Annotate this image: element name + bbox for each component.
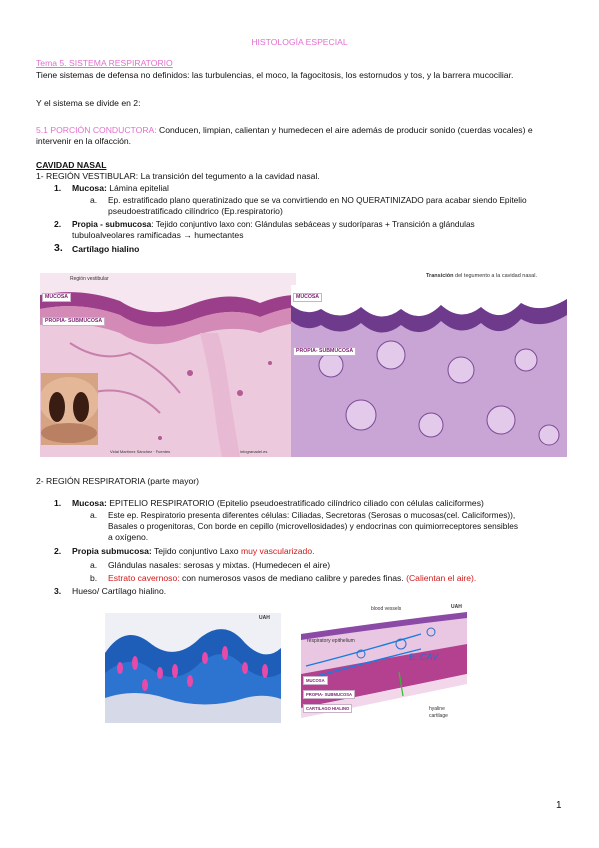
- nasal-title: CAVIDAD NASAL: [36, 160, 107, 170]
- cartilage-label: cartilage: [429, 713, 448, 719]
- resp-mucosa-text: EPITELIO RESPIRATORIO (Epitelio pseudoestratificado cilíndrico ciliado con células caliciformes): [106, 498, 484, 508]
- list-number: 1.: [54, 498, 62, 508]
- list-letter: b.: [90, 573, 98, 583]
- cavernous-text: con numerosos vasos de mediano calibre y paredes finas.: [179, 573, 407, 583]
- vestibular-caption: Región vestibular: [70, 276, 109, 282]
- uah-label: UAH: [451, 604, 462, 610]
- list-letter: a.: [90, 195, 98, 205]
- propia-submucosa-tag: PROPIA- SUBMUCOSA: [303, 690, 355, 699]
- e-cav-annotation: E. CAV: [409, 652, 439, 662]
- list-number: 2.: [54, 219, 62, 229]
- resp-cells-line2: Basales o progenitoras, Con borde en cepillo (microvellosidades) y endocrinas con quimiorreceptores sensibles: [108, 521, 518, 531]
- vestibular-region-figure: [40, 273, 296, 457]
- credit-left: Vidal Martínez Sánchez · Fuentes: [110, 449, 171, 454]
- respiratory-epithelium-figure: [105, 613, 281, 723]
- vestibular-heading: [36, 171, 320, 182]
- topic-title: Tema 5. SISTEMA RESPIRATORIO: [36, 58, 173, 68]
- credit-right: infogranadel.es: [240, 449, 268, 454]
- bone-cartilage-item: Hueso/ Cartílago hialino.: [72, 586, 167, 596]
- resp-propia-text: Tejido conjuntivo Laxo: [151, 546, 241, 556]
- resp-cells-line1: Este ep. Respiratorio presenta diferentes células: Ciliadas, Secretoras (Serosas o mucosas(cel. Caliciformes)),: [108, 510, 516, 520]
- propia-label: Propia - submucosa: [72, 219, 152, 229]
- mucosa-tag: MUCOSA: [42, 293, 71, 302]
- mucosa-text: Lámina epitelial: [106, 183, 169, 193]
- respiratory-epithelium-label: respiratory epithelium: [307, 638, 355, 644]
- propia-submucosa-tag: PROPIA- SUBMUCOSA: [42, 317, 105, 326]
- list-number: 3.: [54, 586, 62, 596]
- nose-photo: [41, 373, 98, 445]
- cartilage-item: Cartílago hialino: [72, 244, 140, 254]
- cavernous-red: (Calientan el aire).: [406, 573, 477, 583]
- resp-mucosa-label: Mucosa:: [72, 498, 107, 508]
- intro-division: Y el sistema se divide en 2:: [36, 98, 141, 108]
- transition-figure: [291, 285, 567, 457]
- uah-label: UAH: [259, 615, 270, 621]
- propia-line2: tubuloalveolares ramificadas → humectantes: [72, 230, 244, 240]
- hyaline-cartilage-tag: CARTILAGO HIALINO: [303, 704, 352, 713]
- transition-micrograph: [291, 285, 567, 457]
- conducting-line1: [36, 125, 581, 136]
- respiratory-epithelium-micrograph: [105, 613, 281, 723]
- intro-defense: Tiene sistemas de defensa no definidos: las turbulencias, el moco, la fagocitosis, los estornudos y tos, y la barrera mucociliar.: [36, 70, 514, 80]
- list-number: 2.: [54, 546, 62, 556]
- resp-propia-label: Propia submucosa:: [72, 546, 152, 556]
- vestibular-heading-text: La transición del tegumento a la cavidad nasal.: [138, 171, 320, 181]
- blood-vessels-label: blood vessels: [371, 606, 402, 612]
- conducting-label: 5.1 PORCIÓN CONDUCTORA:: [36, 125, 157, 135]
- vestibular-heading-bold: 1- REGIÓN VESTIBULAR:: [36, 171, 139, 181]
- resp-mucosa-item: [72, 498, 484, 509]
- list-letter: a.: [90, 510, 98, 520]
- list-number: 3.: [54, 242, 63, 254]
- transition-caption: [426, 273, 537, 279]
- cavernous-item: [108, 573, 476, 584]
- resp-cells-line3: a oxígeno.: [108, 532, 149, 542]
- mucosa-label: Mucosa:: [72, 183, 107, 193]
- cavernous-label: Estrato cavernoso:: [108, 573, 180, 583]
- conducting-line2: intervenir en la olfacción.: [36, 136, 132, 146]
- propia-line1: [72, 219, 577, 230]
- mucosa-tag: MUCOSA: [303, 676, 328, 685]
- propia-text: : Tejido conjuntivo laxo con: Glándulas sebáceas y sudoríparas + Transición a glándulas: [151, 219, 475, 229]
- mucosa-tag: MUCOSA: [293, 293, 322, 302]
- page-number: 1: [556, 800, 562, 811]
- document-header: HISTOLOGÍA ESPECIAL: [251, 37, 348, 47]
- propia-submucosa-tag: PROPIA- SUBMUCOSA: [293, 347, 356, 356]
- transition-caption-bold: Transición: [426, 273, 454, 279]
- mucosa-item: [72, 183, 169, 194]
- hyaline-label: hyaline: [429, 706, 445, 712]
- respiratory-mucosa-diagram: [301, 604, 467, 727]
- resp-propia-red: muy vascularizado.: [240, 546, 315, 556]
- epithelium-line2: pseudoestratificado cilíndrico (Ep.respiratorio): [108, 206, 283, 216]
- list-letter: a.: [90, 560, 98, 570]
- conducting-text: Conducen, limpian, calientan y humedecen el aire además de producir sonido (cuerdas vocales) e: [156, 125, 533, 135]
- nasal-glands-text: Glándulas nasales: serosas y mixtas. (Humedecen el aire): [108, 560, 331, 570]
- transition-caption-rest: del tegumento a la cavidad nasal.: [453, 273, 537, 279]
- epithelium-line1: Ep. estratificado plano queratinizado que se va convirtiendo en NO QUERATINIZADO para acabar siendo Epitelio: [108, 195, 527, 205]
- resp-propia-item: [72, 546, 315, 557]
- respiratory-heading: 2- REGIÓN RESPIRATORIA (parte mayor): [36, 476, 199, 486]
- list-number: 1.: [54, 183, 62, 193]
